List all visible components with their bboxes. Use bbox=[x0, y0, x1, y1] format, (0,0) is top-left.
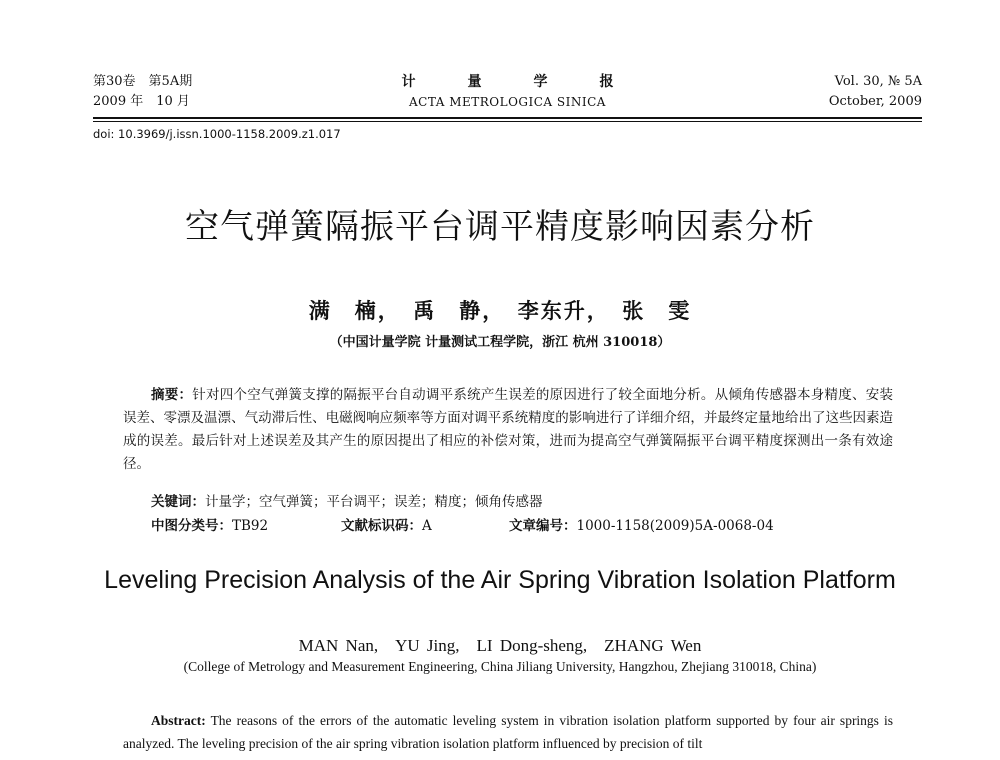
clc-label: 中图分类号： bbox=[151, 518, 232, 534]
date-cn: 2009 年 10 月 bbox=[93, 94, 190, 109]
clc-number bbox=[151, 514, 268, 534]
journal-name-en: ACTA METROLOGICA SINICA bbox=[409, 95, 606, 109]
affiliation-cn: （中国计量学院 计量测试工程学院，浙江 杭州 310018） bbox=[329, 335, 671, 350]
affiliation-en: (College of Metrology and Measurement Engineering, China Jiliang University, Hangzhou, Zhejiang 310018, China) bbox=[183, 659, 817, 674]
title-en: Leveling Precision Analysis of the Air Spring Vibration Isolation Platform bbox=[104, 566, 896, 594]
article-value: 1000-1158(2009)5A-0068-04 bbox=[576, 518, 774, 534]
clc-value: TB92 bbox=[232, 518, 269, 534]
date-en: October, 2009 bbox=[828, 94, 922, 109]
header-center bbox=[93, 72, 922, 112]
article-number bbox=[509, 514, 774, 534]
header-rule-thick bbox=[93, 117, 922, 119]
header-right bbox=[829, 72, 922, 112]
abstract-cn-label: 摘要： bbox=[151, 387, 193, 403]
abstract-cn-text: 针对四个空气弹簧支撑的隔振平台自动调平系统产生误差的原因进行了较全面地分析。从倾角传感器本身精度、安装误差、零漂及温漂、气动滞后性、电磁阀响应频率等方面对调平系统精度的影响进行了详细介绍，并最终定量地给出了这些因素造成的误差。最后针对上述误差及其产生的原因提出了相应的补偿对策，进而为提高空气弹簧隔振平台调平精度探测出一条有效途径。 bbox=[123, 387, 894, 472]
volume-issue-en: Vol. 30, № 5A bbox=[834, 74, 922, 89]
volume-issue-cn: 第30卷 第5A期 bbox=[93, 74, 193, 89]
abstract-en-text: The reasons of the errors of the automatic leveling system in vibration isolation platform supported by four air springs is analyzed. The leveling precision of the air spring vibration isolation platform influenced by precision of tilt bbox=[123, 713, 893, 751]
doc-label: 文献标识码： bbox=[341, 518, 422, 534]
doc-code bbox=[341, 514, 432, 534]
doc-value: A bbox=[422, 518, 432, 534]
title-cn: 空气弹簧隔振平台调平精度影响因素分析 bbox=[185, 207, 815, 247]
authors-en: MAN Nan, YU Jing, LI Dong-sheng, ZHANG Wen bbox=[298, 636, 702, 655]
article-label: 文章编号： bbox=[509, 518, 577, 534]
authors-cn: 满 楠， 禹 静， 李东升， 张 雯 bbox=[308, 298, 692, 323]
abstract-cn bbox=[123, 384, 893, 476]
header-rule-thin bbox=[93, 121, 922, 122]
keywords bbox=[151, 490, 543, 510]
keywords-text: 计量学；空气弹簧；平台调平；误差；精度；倾角传感器 bbox=[205, 494, 543, 510]
keywords-label: 关键词： bbox=[151, 494, 205, 510]
journal-name-cn: 计量学报 bbox=[401, 74, 666, 90]
abstract-en-label: Abstract: bbox=[151, 713, 206, 728]
abstract-en bbox=[123, 709, 893, 755]
doi: doi: 10.3969/j.issn.1000-1158.2009.z1.017 bbox=[93, 127, 341, 141]
